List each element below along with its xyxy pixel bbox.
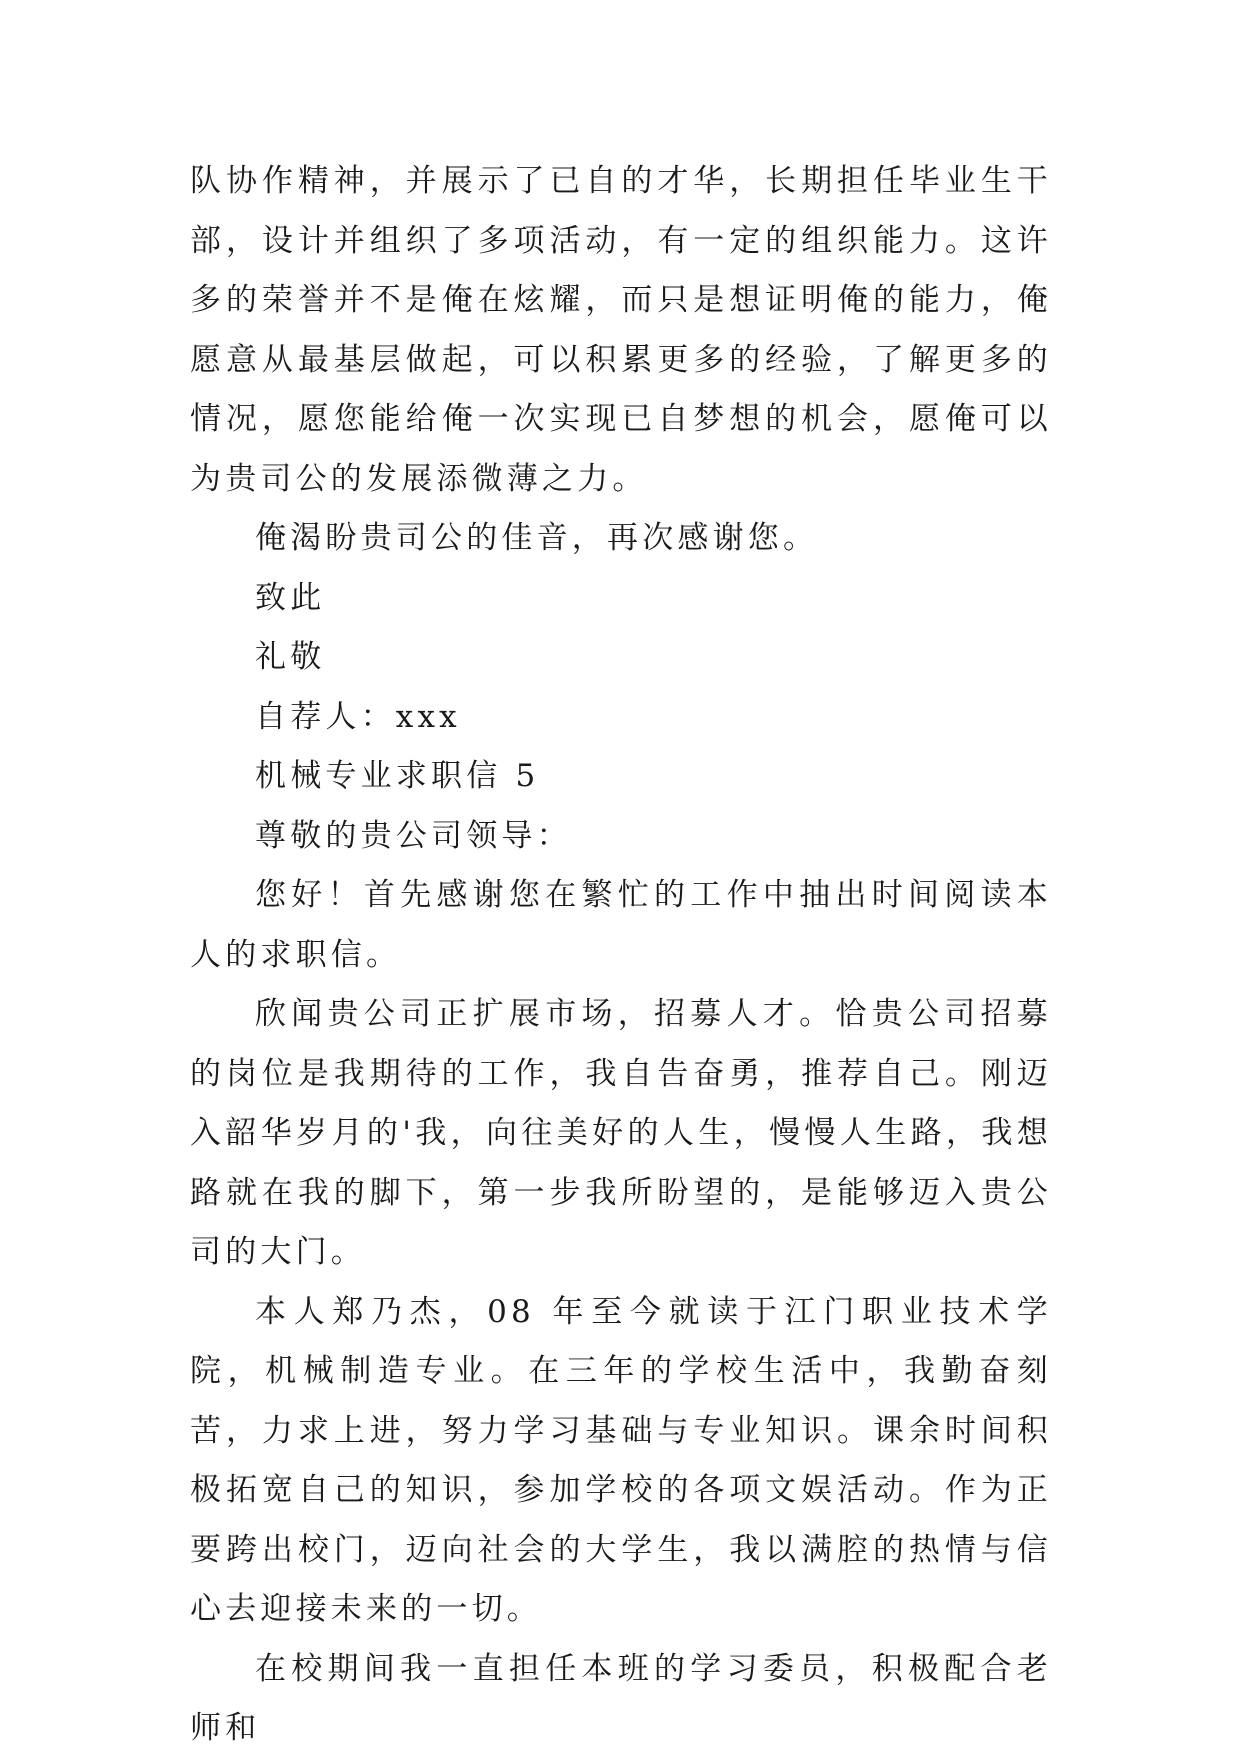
paragraph-motivation: 欣闻贵公司正扩展市场，招募人才。恰贵公司招募的岗位是我期待的工作，我自告奋勇，推荐自己。刚迈入韶华岁月的'我，向往美好的人生，慢慢人生路，我想路就在我的脚下，第一步我所盼望的，是能够迈入贵公司的大门。 bbox=[190, 996, 1052, 1270]
signature-line: 自荐人：xxx bbox=[255, 698, 461, 735]
paragraph-school-role: 在校期间我一直担任本班的学习委员，积极配合老师和 bbox=[190, 1650, 1052, 1746]
salutation-zhici: 致此 bbox=[255, 579, 326, 616]
paragraph-background: 本人郑乃杰，08 年至今就读于江门职业技术学院，机械制造专业。在三年的学校生活中，我勤奋刻苦，力求上进，努力学习基础与专业知识。课余时间积极拓宽自己的知识，参加学校的各项文娱活动。作为正要跨出校门，迈向社会的大学生，我以满腔的热情与信心去迎接未来的一切。 bbox=[190, 1293, 1052, 1627]
salutation-lijing: 礼敬 bbox=[255, 639, 326, 675]
letter-title: 机械专业求职信 5 bbox=[255, 758, 540, 794]
paragraph-opening: 您好！首先感谢您在繁忙的工作中抽出时间阅读本人的求职信。 bbox=[190, 877, 1052, 973]
paragraph-closing-thanks: 俺渴盼贵司公的佳音，再次感谢您。 bbox=[255, 520, 819, 556]
letter-body bbox=[190, 152, 1052, 1759]
paragraph-teamwork: 队协作精神，并展示了已自的才华，长期担任毕业生干部，设计并组织了多项活动，有一定的组织能力。这许多的荣誉并不是俺在炫耀，而只是想证明俺的能力，俺愿意从最基层做起，可以积累更多的经验，了解更多的情况，愿您能给俺一次实现已自梦想的机会，愿俺可以为贵司公的发展添微薄之力。 bbox=[190, 163, 1052, 497]
letter-greeting: 尊敬的贵公司领导： bbox=[255, 817, 572, 854]
